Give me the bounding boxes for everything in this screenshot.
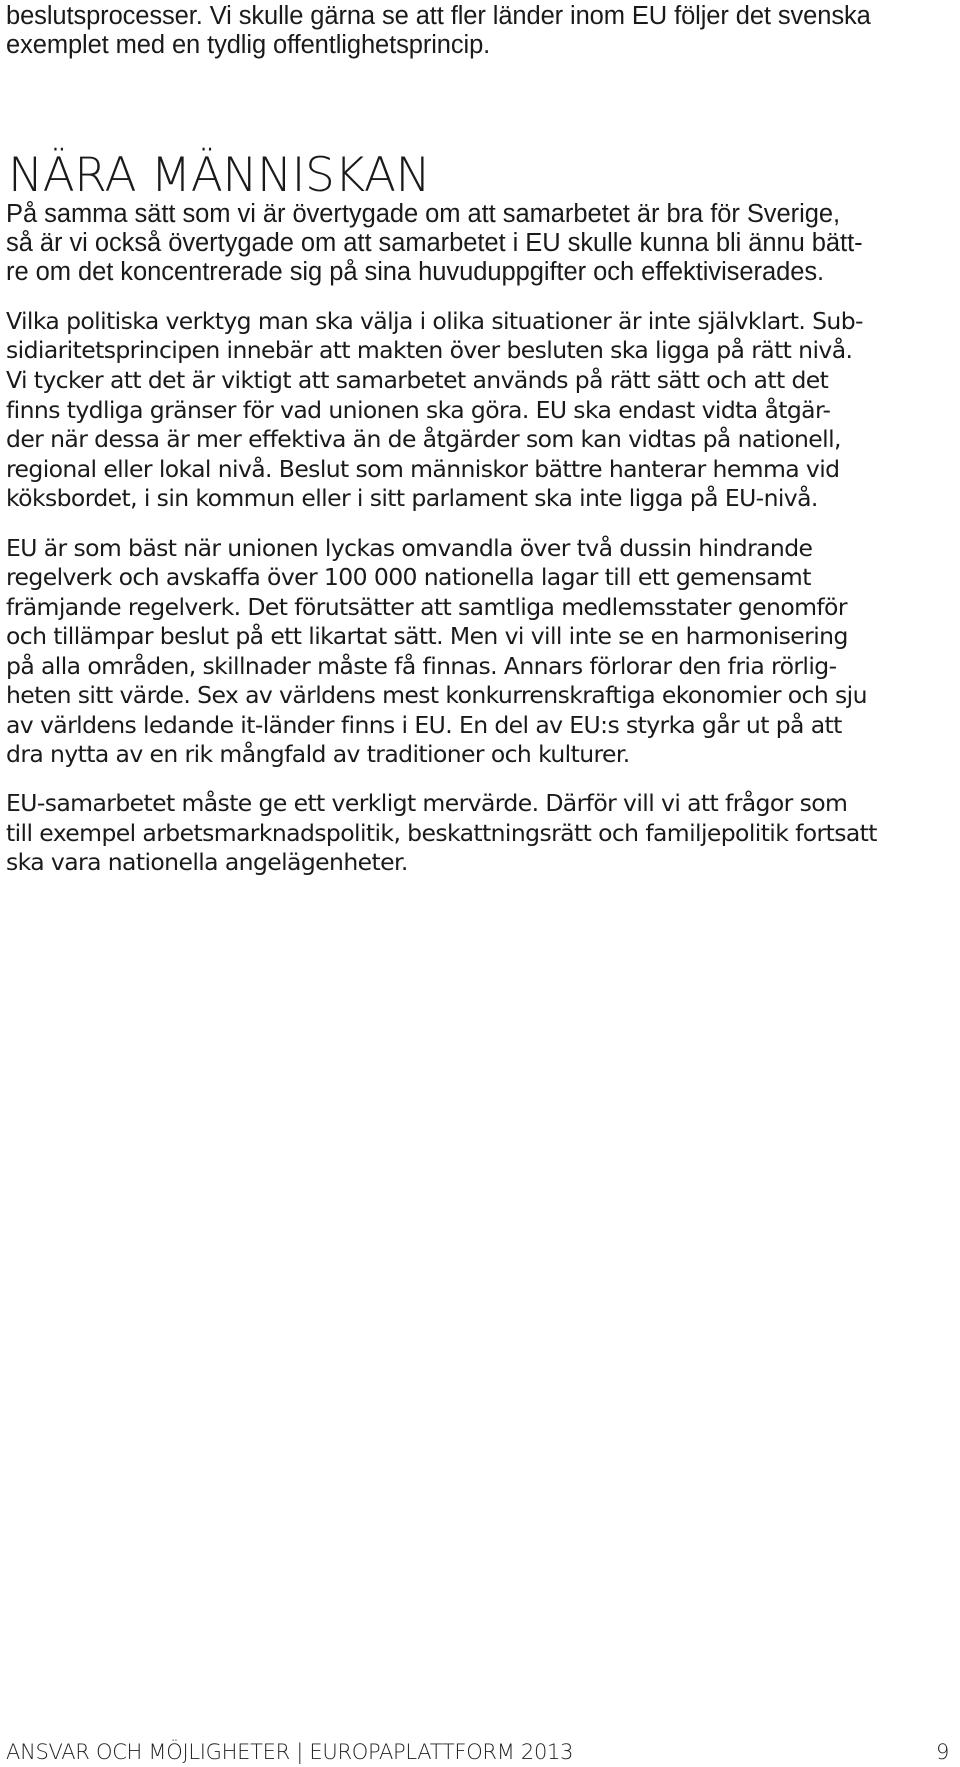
page-footer: [6, 1740, 949, 1767]
paragraph-line: finns tydliga gränser för vad unionen ska göra. EU ska endast vidta åtgär-: [6, 396, 831, 424]
paragraph-line: heten sitt värde. Sex av världens mest konkurrenskraftiga ekonomier och sju: [6, 681, 867, 709]
paragraph-line: regelverk och avskaffa över 100 000 nationella lagar till ett gemensamt: [6, 563, 811, 591]
page-number: 9: [935, 1740, 949, 1764]
paragraph-line: sidiaritetsprincipen innebär att makten över besluten ska ligga på rätt nivå.: [6, 336, 853, 364]
paragraph-line: regional eller lokal nivå. Beslut som människor bättre hanterar hemma vid: [6, 455, 840, 483]
paragraph-line: dra nytta av en rik mångfald av traditioner och kulturer.: [6, 740, 630, 768]
intro-line: exemplet med en tydlig offentlighetsprincip.: [6, 31, 491, 59]
section-heading: NÄRA MÄNNISKAN: [8, 148, 431, 203]
paragraph-line: främjande regelverk. Det förutsätter att samtliga medlemsstater genomför: [6, 593, 847, 621]
paragraph-line: på alla områden, skillnader måste få finnas. Annars förlorar den fria rörlig-: [6, 652, 837, 680]
paragraph-line: och tillämpar beslut på ett likartat sätt. Men vi vill inte se en harmonisering: [6, 622, 848, 650]
paragraph-line: EU-samarbetet måste ge ett verkligt mervärde. Därför vill vi att frågor som: [6, 789, 848, 817]
paragraph-line: Vilka politiska verktyg man ska välja i olika situationer är inte självklart. Sub-: [6, 307, 863, 335]
paragraph-line: der när dessa är mer effektiva än de åtgärder som kan vidtas på nationell,: [6, 425, 841, 453]
footer-title: ANSVAR OCH MÖJLIGHETER | EUROPAPLATTFORM 2013: [6, 1740, 574, 1764]
paragraph-line: köksbordet, i sin kommun eller i sitt parlament ska inte ligga på EU-nivå.: [6, 484, 818, 512]
paragraph-line: re om det koncentrerade sig på sina huvuduppgifter och effektiviserades.: [6, 258, 825, 286]
paragraph-line: Vi tycker att det är viktigt att samarbetet används på rätt sätt och att det: [6, 366, 829, 394]
paragraph-line: till exempel arbetsmarknadspolitik, beskattningsrätt och familjepolitik fortsatt: [6, 819, 877, 847]
paragraph-line: ska vara nationella angelägenheter.: [6, 848, 408, 876]
intro-line: beslutsprocesser. Vi skulle gärna se att fler länder inom EU följer det svenska: [6, 2, 871, 30]
paragraph-line: så är vi också övertygade om att samarbetet i EU skulle kunna bli ännu bätt-: [6, 229, 863, 257]
paragraph-line: av världens ledande it-länder finns i EU. En del av EU:s styrka går ut på att: [6, 711, 842, 739]
paragraph-line: På samma sätt som vi är övertygade om att samarbetet är bra för Sverige,: [6, 200, 840, 228]
paragraph-line: EU är som bäst när unionen lyckas omvandla över två dussin hindrande: [6, 534, 813, 562]
